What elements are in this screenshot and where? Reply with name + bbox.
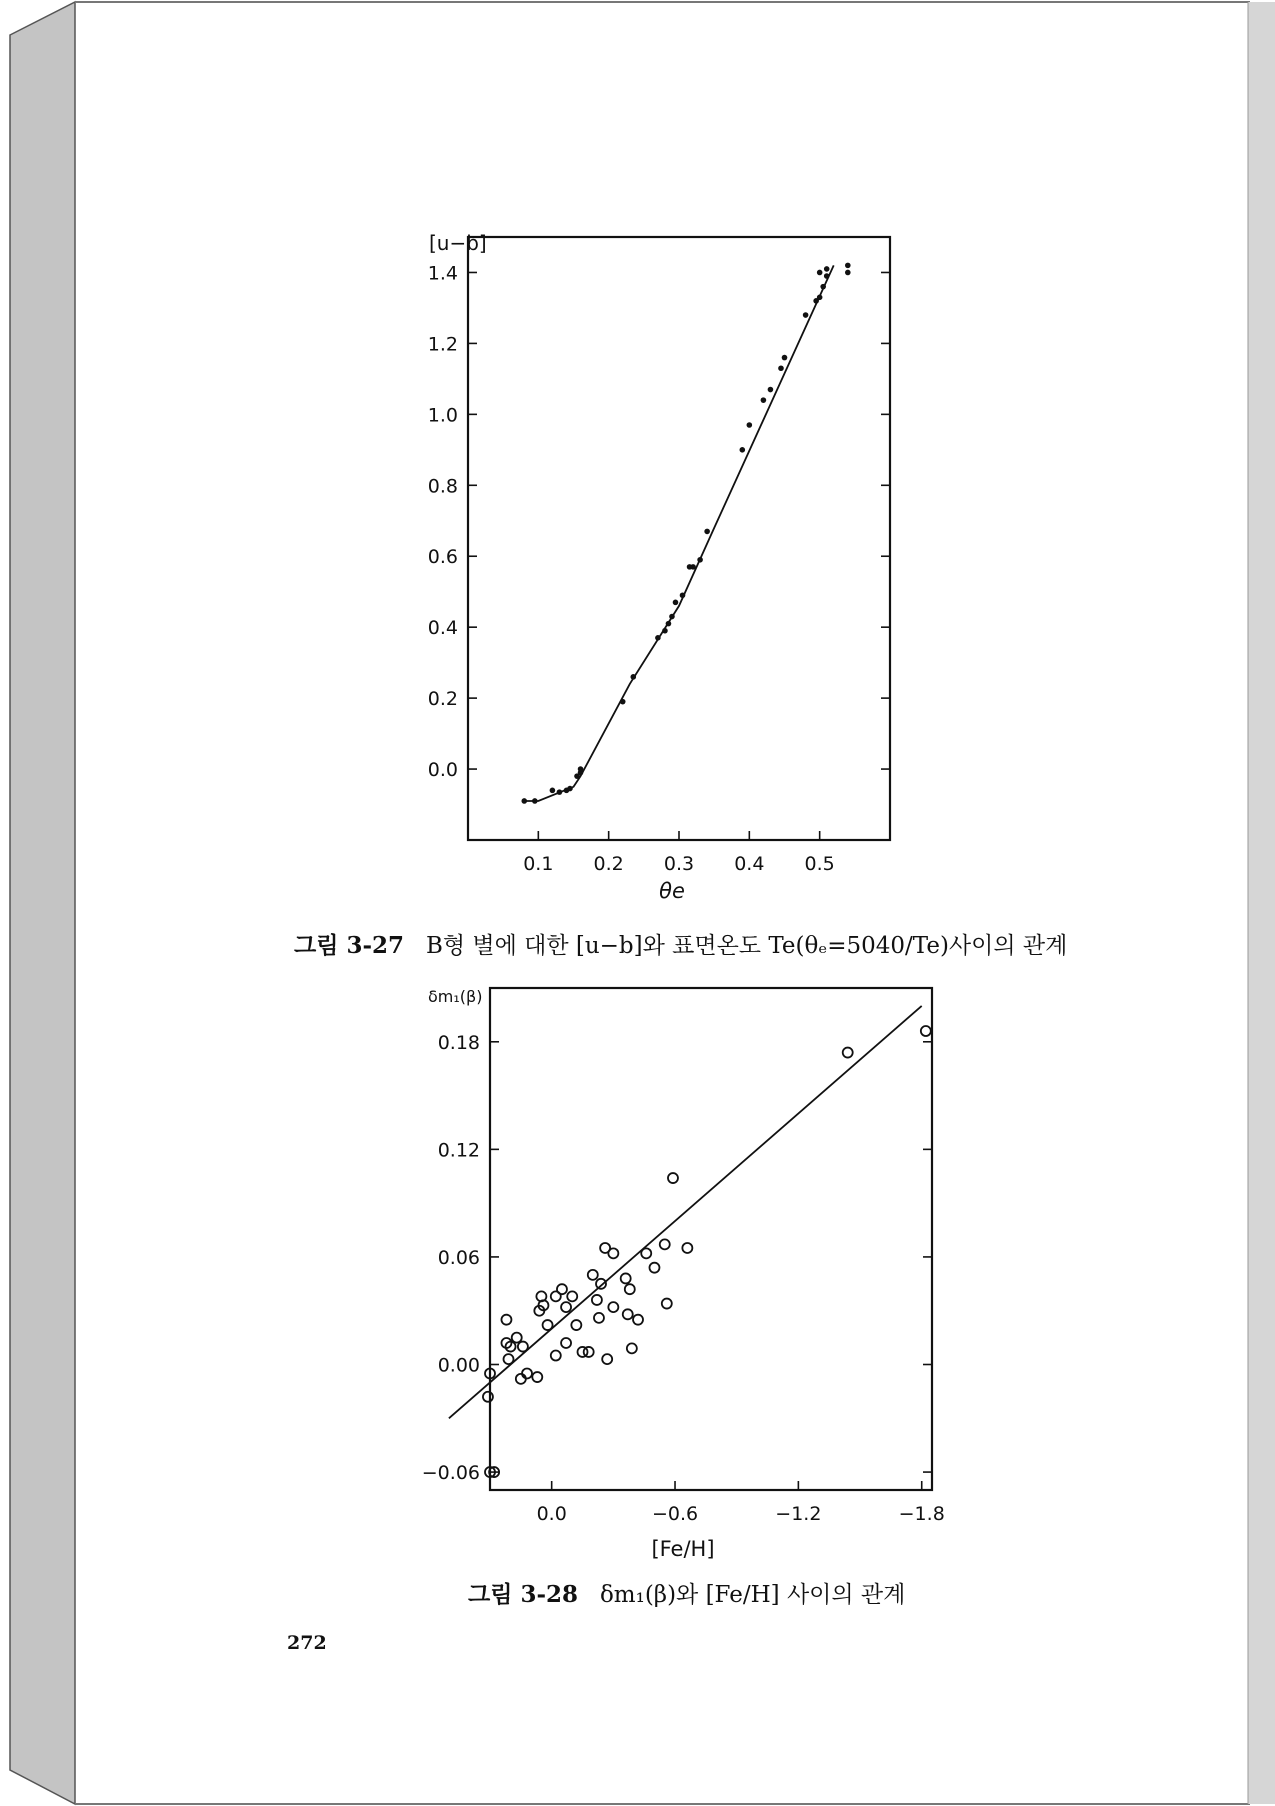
x-tick-label: 0.5	[804, 853, 835, 875]
y-tick-label: 0.2	[427, 688, 458, 711]
data-point	[602, 1354, 612, 1364]
data-point	[621, 1273, 631, 1283]
data-point	[516, 1374, 526, 1384]
data-point	[561, 1338, 571, 1348]
data-point	[625, 1284, 635, 1294]
y-tick-label: 0.8	[427, 475, 458, 498]
figure-3-27-text: B형 별에 대한 [u−b]와 표면온도 Te(θₑ=5040/Te)사이의 관계	[425, 933, 1068, 959]
figure-3-28-text: δm₁(β)와 [Fe/H] 사이의 관계	[599, 1582, 906, 1608]
fit-line	[449, 1006, 922, 1418]
y-tick-label: 0.00	[437, 1354, 480, 1377]
data-point	[843, 1048, 853, 1058]
y-tick-label: 1.4	[427, 262, 458, 285]
y-tick-label: 1.2	[427, 333, 458, 356]
data-point	[501, 1315, 511, 1325]
y-tick-label: 1.0	[427, 404, 458, 427]
data-point	[641, 1248, 651, 1258]
y-tick-label: 0.0	[427, 759, 458, 782]
plot-frame	[490, 988, 932, 1490]
y-tick-label: 0.18	[437, 1031, 480, 1054]
data-point	[522, 1368, 532, 1378]
data-point	[608, 1302, 618, 1312]
y-axis-label: δm₁(β)	[428, 987, 483, 1006]
data-point	[594, 1313, 604, 1323]
y-axis-label: [u−b]	[429, 231, 487, 255]
data-point	[518, 1342, 528, 1352]
data-point	[532, 1372, 542, 1382]
data-point	[551, 1351, 561, 1361]
x-tick-label: −0.6	[651, 1503, 699, 1525]
y-tick-label: −0.06	[421, 1462, 480, 1485]
page-number: 272	[287, 1632, 327, 1654]
data-point	[596, 1279, 606, 1289]
data-point	[660, 1239, 670, 1249]
data-point	[682, 1243, 692, 1253]
data-point	[588, 1270, 598, 1280]
data-point	[512, 1333, 522, 1343]
data-point	[668, 1173, 678, 1183]
x-tick-label: 0.4	[734, 853, 765, 875]
data-point	[557, 1284, 567, 1294]
x-tick-label: 0.2	[593, 853, 624, 875]
x-tick-label: 0.3	[663, 853, 695, 875]
data-point	[504, 1354, 514, 1364]
data-point	[608, 1248, 618, 1258]
y-tick-label: 0.06	[437, 1246, 480, 1269]
data-point	[592, 1295, 602, 1305]
y-tick-label: 0.6	[427, 546, 458, 569]
x-tick-label: 0.0	[536, 1503, 567, 1525]
figure-3-28-caption	[468, 1576, 905, 1609]
x-tick-label: −1.2	[775, 1503, 822, 1525]
data-point	[623, 1309, 633, 1319]
data-point	[633, 1315, 643, 1325]
data-point	[584, 1347, 594, 1357]
data-point	[921, 1026, 931, 1036]
x-axis-label: [Fe/H]	[651, 1537, 715, 1561]
data-point	[649, 1263, 659, 1273]
data-point	[627, 1343, 637, 1353]
data-point	[567, 1291, 577, 1301]
data-point	[561, 1302, 571, 1312]
data-point	[571, 1320, 581, 1330]
x-tick-label: 0.1	[523, 853, 554, 875]
data-point	[662, 1299, 672, 1309]
x-tick-label: −1.8	[898, 1503, 945, 1525]
data-point	[483, 1392, 493, 1402]
y-tick-label: 0.4	[427, 617, 458, 640]
data-point	[543, 1320, 553, 1330]
x-axis-label: θe	[659, 879, 685, 903]
figure-3-27-number: 그림 3-27	[294, 932, 404, 959]
y-tick-label: 0.12	[437, 1139, 480, 1162]
figure-3-28-number: 그림 3-28	[468, 1581, 578, 1608]
